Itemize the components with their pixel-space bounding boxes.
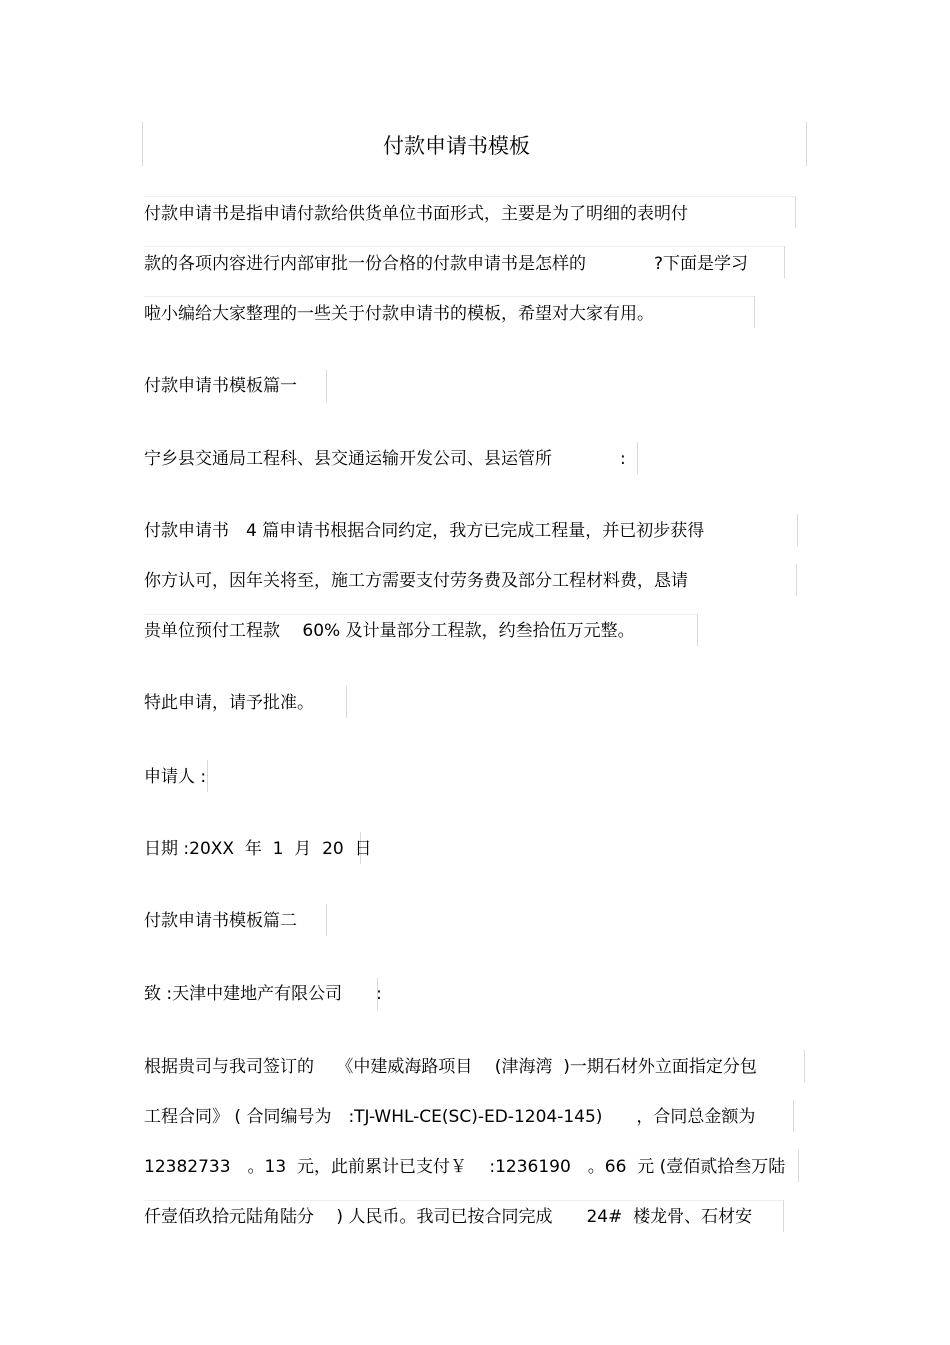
- applicant-line: 申请人 :: [144, 767, 207, 787]
- border-line: [804, 1050, 805, 1082]
- border-line: [754, 296, 755, 328]
- paragraph-line: 款的各项内容进行内部审批一份合格的付款申请书是怎样的 ?下面是学习: [144, 254, 749, 274]
- border-line: [637, 442, 638, 474]
- date-line: 日期 :20XX 年 1 月 20 日: [144, 839, 372, 859]
- paragraph-line: 根据贵司与我司签订的 《中建威海路项目 (津海湾 )一期石材外立面指定分包: [144, 1057, 757, 1077]
- section-heading: 付款申请书模板篇二: [144, 911, 297, 931]
- document-title: 付款申请书模板: [383, 134, 530, 158]
- border-line: [796, 564, 797, 596]
- border-line: [806, 122, 807, 166]
- border-line: [207, 760, 208, 792]
- border-line: [797, 514, 798, 546]
- border-line: [144, 1200, 783, 1201]
- salutation-line: 致 :天津中建地产有限公司 :: [144, 984, 382, 1004]
- paragraph-line: 付款申请书是指申请付款给供货单位书面形式，主要是为了明细的表明付: [144, 204, 688, 224]
- border-line: [326, 904, 327, 936]
- paragraph-line: 你方认可，因年关将至，施工方需要支付劳务费及部分工程材料费，恳请: [144, 571, 688, 591]
- border-line: [795, 196, 796, 228]
- border-line: [144, 614, 697, 615]
- border-line: [346, 686, 347, 718]
- section-heading: 付款申请书模板篇一: [144, 376, 297, 396]
- paragraph-line: 付款申请书 4 篇申请书根据合同约定，我方已完成工程量，并已初步获得: [144, 521, 705, 541]
- border-line: [784, 246, 785, 278]
- border-line: [144, 246, 784, 247]
- paragraph-line: 仟壹佰玖拾元陆角陆分 ) 人民币。我司已按合同完成 24# 楼龙骨、石材安: [144, 1207, 753, 1227]
- border-line: [697, 614, 698, 646]
- border-line: [798, 1150, 799, 1182]
- closing-line: 特此申请，请予批准。: [144, 693, 314, 713]
- paragraph-line: 工程合同》 ( 合同编号为 :TJ-WHL-CE(SC)-ED-1204-145) ，合同总金额为: [144, 1107, 756, 1127]
- paragraph-line: 贵单位预付工程款 60% 及计量部分工程款，约叁拾伍万元整。: [144, 621, 635, 641]
- border-line: [144, 296, 754, 297]
- border-line: [783, 1200, 784, 1232]
- paragraph-line: 12382733 。13 元，此前累计已支付￥ :1236190 。66 元 (壹佰贰拾叁万陆: [144, 1157, 786, 1177]
- paragraph-line: 啦小编给大家整理的一些关于付款申请书的模板，希望对大家有用。: [144, 304, 654, 324]
- border-line: [326, 370, 327, 402]
- salutation-line: 宁乡县交通局工程科、县交通运输开发公司、县运管所 :: [144, 449, 626, 469]
- border-line: [142, 122, 143, 166]
- border-line: [144, 196, 795, 197]
- border-line: [793, 1100, 794, 1132]
